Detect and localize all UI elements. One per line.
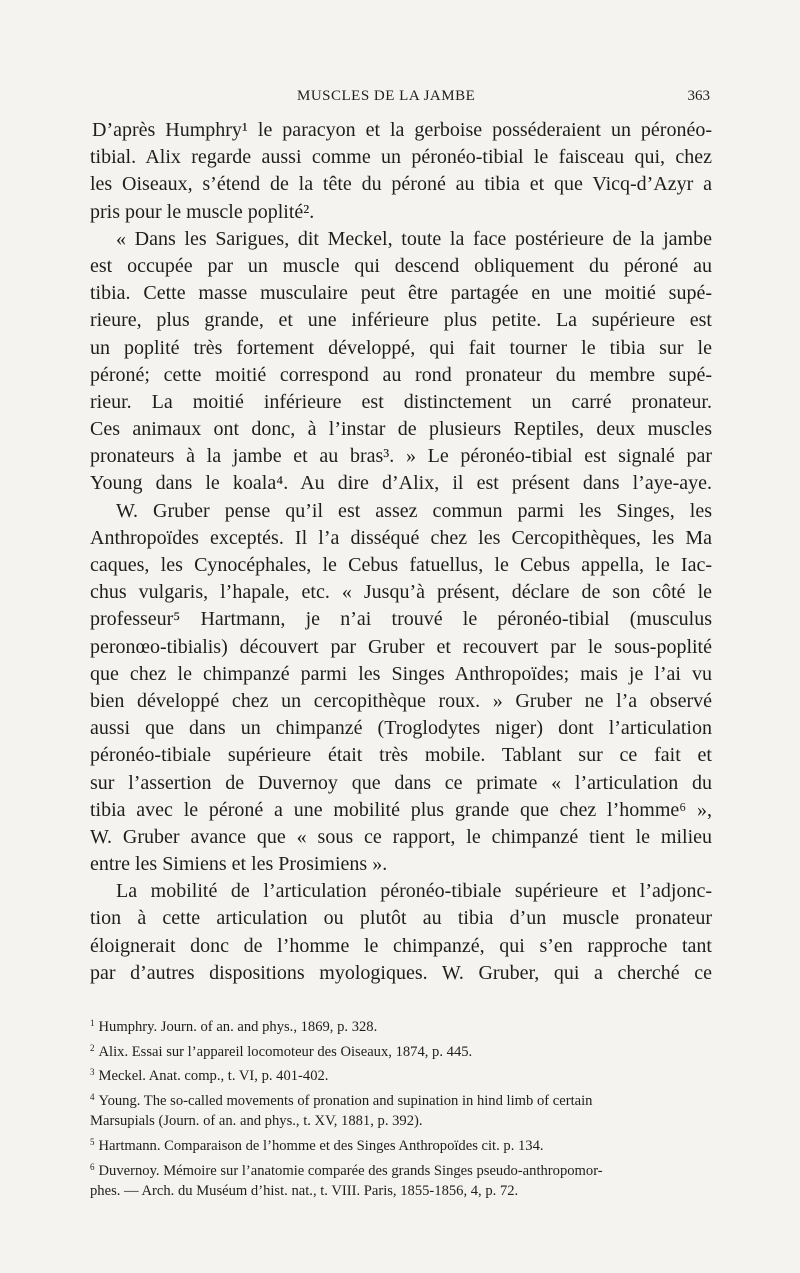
text-line: tibial. Alix regarde aussi comme un péronéo-tibial le faisceau qui, chez (90, 146, 712, 169)
text-line: bien développé chez un cercopithèque roux. » Gruber ne l’a observé (90, 689, 712, 712)
text-line: « Dans les Sarigues, dit Meckel, toute la face postérieure de la jambe (116, 227, 712, 250)
text-line: W. Gruber avance que « sous ce rapport, le chimpanzé tient le milieu (90, 825, 712, 848)
footnote-text: Alix. Essai sur l’appareil locomoteur des Oiseaux, 1874, p. 445. (98, 1043, 473, 1060)
text-line: peronœo-tibialis) découvert par Gruber et recouvert par le sous-poplité (90, 635, 712, 658)
text-line: Anthropoïdes exceptés. Il l’a disséqué chez les Cercopithèques, les Ma (90, 526, 712, 549)
text-line: tion à cette articulation ou plutôt au tibia d’un muscle pronateur (90, 907, 712, 930)
text-line: D’après Humphry¹ le paracyon et la gerboise posséderaient un péronéo- (92, 119, 712, 141)
text-line: un poplité très fortement développé, qui fait tourner le tibia sur le (90, 336, 712, 359)
footnote-text: Humphry. Journ. of an. and phys., 1869, p. 328. (98, 1019, 378, 1035)
text-line: que chez le chimpanzé parmi les Singes Anthropoïdes; mais je l’ai vu (90, 662, 712, 685)
footnote (90, 1157, 712, 1182)
text-line: par d’autres dispositions myologiques. W. Gruber, qui a cherché ce (90, 961, 712, 984)
footnote (90, 1013, 712, 1038)
text-line: rieur. La moitié inférieure est distinctement un carré pronateur. (90, 390, 712, 413)
footnote-mark: 5 (90, 1136, 95, 1147)
footnote (90, 1038, 712, 1063)
text-line: caques, les Cynocéphales, le Cebus fatuellus, le Cebus appella, le Iac- (90, 554, 712, 576)
footnote (90, 1132, 712, 1157)
text-line: La mobilité de l’articulation péronéo-tibiale supérieure et l’adjonc- (116, 880, 712, 903)
text-line: entre les Simiens et les Prosimiens ». (90, 853, 388, 876)
footnote-text: Duvernoy. Mémoire sur l’anatomie comparée des grands Singes pseudo-anthropomor- (98, 1162, 603, 1179)
footnote-text: Meckel. Anat. comp., t. VI, p. 401-402. (98, 1068, 329, 1085)
text-line: éloignerait donc de l’homme le chimpanzé, qui s’en rapproche tant (90, 934, 712, 957)
text-line: aussi que dans un chimpanzé (Troglodytes niger) dont l’articulation (90, 717, 712, 740)
text-line: W. Gruber pense qu’il est assez commun parmi les Singes, les (116, 499, 712, 522)
text-line: rieure, plus grande, et une inférieure plus petite. La supérieure est (90, 309, 712, 332)
footnote-mark: 1 (90, 1018, 95, 1028)
text-line: est occupée par un muscle qui descend obliquement du péroné au (90, 254, 712, 277)
text-line: Young dans le koala⁴. Au dire d’Alix, il est présent dans l’aye-aye. (90, 472, 712, 495)
footnote-text: phes. — Arch. du Muséum d’hist. nat., t. VIII. Paris, 1855-1856, 4, p. 72. (90, 1183, 519, 1200)
text-line: chus vulgaris, l’hapale, etc. « Jusqu’à présent, déclare de son côté le (90, 581, 712, 604)
footnote-continuation (90, 1181, 712, 1202)
running-title: MUSCLES DE LA JAMBE (297, 88, 476, 104)
text-line: pronateurs à la jambe et au bras³. » Le péronéo-tibial est signalé par (90, 445, 712, 468)
footnote-mark: 2 (90, 1042, 95, 1053)
footnote-mark: 6 (90, 1161, 95, 1172)
page-header (90, 88, 710, 110)
text-line: tibia. Cette masse musculaire peut être partagée en une moitié supé- (90, 282, 712, 305)
text-line: pris pour le muscle poplité². (90, 200, 315, 223)
footnote-mark: 4 (90, 1091, 95, 1102)
text-line: professeur⁵ Hartmann, je n’ai trouvé le péronéo-tibial (musculus (90, 608, 712, 631)
text-line: tibia avec le péroné a une mobilité plus grande que chez l’homme⁶ », (90, 798, 712, 821)
body-text (90, 117, 712, 987)
footnote-continuation (90, 1111, 712, 1132)
text-line: Ces animaux ont donc, à l’instar de plusieurs Reptiles, deux muscles (90, 418, 712, 441)
footnote-text: Hartmann. Comparaison de l’homme et des Singes Anthropoïdes cit. p. 134. (98, 1137, 544, 1154)
footnote-text: Young. The so-called movements of pronation and supination in hind limb of certain (98, 1092, 593, 1109)
footnote (90, 1087, 712, 1112)
text-line: péroné; cette moitié correspond au rond pronateur du membre supé- (90, 363, 712, 386)
footnote (90, 1062, 712, 1087)
footnotes (90, 1013, 712, 1202)
page-number: 363 (687, 88, 710, 104)
footnote-text: Marsupials (Journ. of an. and phys., t. XV, 1881, p. 392). (90, 1113, 423, 1130)
text-line: péronéo-tibiale supérieure était très mobile. Tablant sur ce fait et (90, 744, 712, 767)
footnote-mark: 3 (90, 1067, 95, 1078)
text-line: sur l’assertion de Duvernoy que dans ce primate « l’articulation du (90, 771, 712, 794)
text-line: les Oiseaux, s’étend de la tête du péroné au tibia et que Vicq-d’Azyr a (90, 173, 712, 196)
